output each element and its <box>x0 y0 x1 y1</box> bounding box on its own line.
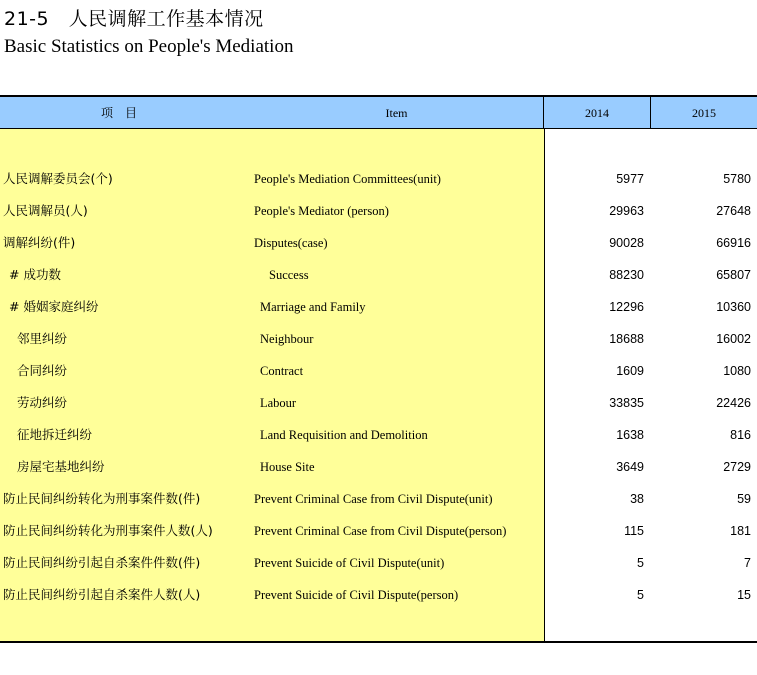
value-2015: 2729 <box>723 460 751 474</box>
row-label-zh: 人民调解员(人) <box>3 203 88 218</box>
table-row <box>0 323 757 355</box>
table-row <box>0 163 757 195</box>
value-2014: 12296 <box>609 300 644 314</box>
page-title-zh: 21-5 人民调解工作基本情况 <box>4 8 264 30</box>
row-label-en: Labour <box>260 396 297 410</box>
value-2014: 90028 <box>609 236 644 250</box>
table-row <box>0 227 757 259</box>
row-label-en: Prevent Criminal Case from Civil Dispute(person) <box>254 524 507 538</box>
value-2015: 16002 <box>716 332 751 346</box>
value-2014: 18688 <box>609 332 644 346</box>
value-2014: 5977 <box>616 172 644 186</box>
value-2015: 22426 <box>716 396 751 410</box>
value-2015: 181 <box>730 524 751 538</box>
value-2015: 66916 <box>716 236 751 250</box>
value-2014: 38 <box>630 492 644 506</box>
table-row <box>0 355 757 387</box>
table-header <box>0 95 757 129</box>
header-cell-year-2015: 2015 <box>692 106 716 120</box>
value-2015: 1080 <box>723 364 751 378</box>
row-label-zh: 邻里纠纷 <box>17 331 68 346</box>
row-label-zh: 防止民间纠纷转化为刑事案件人数(人) <box>3 523 213 538</box>
value-2015: 10360 <box>716 300 751 314</box>
value-2015: 27648 <box>716 204 751 218</box>
row-label-en: House Site <box>260 460 315 474</box>
row-label-en: Prevent Criminal Case from Civil Dispute(unit) <box>254 492 493 506</box>
row-label-en: People's Mediation Committees(unit) <box>254 172 441 186</box>
value-2014: 88230 <box>609 268 644 282</box>
header-cell-zh: 项目 <box>100 106 149 120</box>
row-label-zh: 人民调解委员会(个) <box>3 171 113 186</box>
value-2015: 7 <box>744 556 751 570</box>
row-label-zh: # 成功数 <box>9 267 61 282</box>
value-2014: 115 <box>624 524 644 538</box>
row-label-en: People's Mediator (person) <box>254 204 389 218</box>
page-title-en: Basic Statistics on People's Mediation <box>4 36 294 57</box>
row-label-en: Prevent Suicide of Civil Dispute(unit) <box>254 556 445 570</box>
row-label-en: Success <box>269 268 309 282</box>
row-label-en: Prevent Suicide of Civil Dispute(person) <box>254 588 459 602</box>
value-2014: 1638 <box>616 428 644 442</box>
table-row <box>0 483 757 515</box>
row-label-zh: 房屋宅基地纠纷 <box>17 459 105 474</box>
value-2015: 59 <box>737 492 751 506</box>
value-2014: 5 <box>637 556 644 570</box>
row-label-zh: 征地拆迁纠纷 <box>17 427 93 442</box>
header-cell-year-2014: 2014 <box>544 97 651 129</box>
value-2015: 15 <box>737 588 751 602</box>
value-2014: 1609 <box>616 364 644 378</box>
value-2014: 29963 <box>609 204 644 218</box>
value-2014: 5 <box>637 588 644 602</box>
value-2015: 65807 <box>716 268 751 282</box>
table-bottom-rule <box>0 641 757 643</box>
row-label-zh: 防止民间纠纷转化为刑事案件数(件) <box>3 491 201 506</box>
row-label-zh: # 婚姻家庭纠纷 <box>9 299 99 314</box>
row-label-en: Contract <box>260 364 304 378</box>
table-row <box>0 547 757 579</box>
table-row <box>0 451 757 483</box>
row-label-en: Neighbour <box>260 332 314 346</box>
table-row <box>0 259 757 291</box>
row-label-en: Marriage and Family <box>260 300 366 314</box>
table-row <box>0 579 757 611</box>
statistics-table <box>0 95 757 642</box>
row-label-zh: 防止民间纠纷引起自杀案件人数(人) <box>3 587 201 602</box>
value-2015: 816 <box>730 428 751 442</box>
table-row <box>0 515 757 547</box>
value-2014: 33835 <box>609 396 644 410</box>
row-label-zh: 合同纠纷 <box>17 363 68 378</box>
row-label-en: Disputes(case) <box>254 236 328 250</box>
row-label-zh: 调解纠纷(件) <box>3 235 76 250</box>
table-row <box>0 195 757 227</box>
row-label-en: Land Requisition and Demolition <box>260 428 428 442</box>
header-cell-item: Item <box>250 97 544 129</box>
value-2015: 5780 <box>723 172 751 186</box>
table-row <box>0 387 757 419</box>
row-label-zh: 劳动纠纷 <box>17 395 68 410</box>
table-row <box>0 291 757 323</box>
table-row <box>0 419 757 451</box>
value-2014: 3649 <box>616 460 644 474</box>
row-label-zh: 防止民间纠纷引起自杀案件件数(件) <box>3 555 201 570</box>
